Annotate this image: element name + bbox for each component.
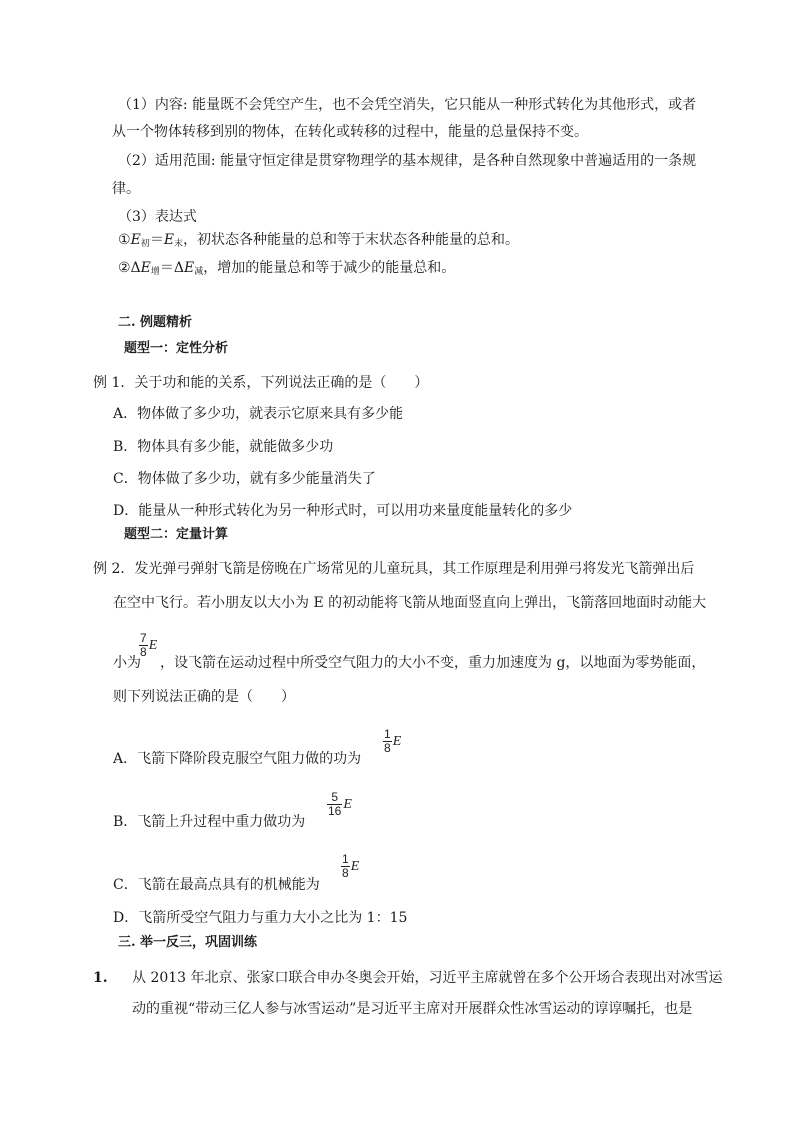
fraction-variable: E bbox=[148, 637, 158, 653]
formula-1-sub2: 末 bbox=[174, 239, 184, 249]
p3-title: （3）表达式 bbox=[118, 209, 197, 225]
formula-2-rest: ，增加的能量总和等于减少的能量总和。 bbox=[203, 260, 456, 276]
ex2-option-d: D．飞箭所受空气阻力与重力大小之比为 1：15 bbox=[113, 910, 408, 926]
fraction-variable: E bbox=[350, 858, 360, 874]
ex2-option-b: B．飞箭上升过程中重力做功为 bbox=[113, 814, 306, 830]
fraction-denominator: 8 bbox=[384, 741, 391, 755]
fraction-variable: E bbox=[343, 796, 352, 812]
ex1-option-a: A．物体做了多少功，就表示它原来具有多少能 bbox=[113, 406, 404, 422]
formula-2-eq: ＝Δ bbox=[159, 260, 185, 276]
fraction-option-a bbox=[383, 728, 401, 755]
p1-line2: 从一个物体转移到别的物体，在转化或转移的过程中，能量的总量保持不变。 bbox=[112, 124, 588, 140]
ex2-line2: 在空中飞行。若小朋友以大小为 E 的初动能将飞箭从地面竖直向上弹出，飞箭落回地面时动能大 bbox=[113, 595, 707, 611]
fraction-numerator: 5 bbox=[331, 790, 339, 804]
formula-2-sub2: 减 bbox=[194, 267, 204, 277]
formula-2-e2: E bbox=[184, 260, 195, 276]
ex2-line4: 则下列说法正确的是（ ） bbox=[113, 689, 295, 705]
fraction-denominator: 16 bbox=[328, 804, 342, 818]
fraction-numerator: 7 bbox=[140, 631, 147, 645]
q1-number: 1. bbox=[93, 970, 108, 986]
formula-1-e1: E bbox=[130, 232, 141, 248]
formula-1-sub1: 初 bbox=[140, 239, 150, 249]
fraction-option-c bbox=[341, 853, 359, 880]
formula-2-sub1: 增 bbox=[150, 267, 160, 277]
ex2-option-a: A．飞箭下降阶段克服空气阻力做的功为 bbox=[113, 751, 362, 767]
ex1-stem: 例 1．关于功和能的关系，下列说法正确的是（ ） bbox=[93, 375, 429, 391]
fraction-option-b bbox=[327, 791, 352, 818]
section3-title: 三. 举一反三，巩固训练 bbox=[118, 935, 258, 950]
fraction-denominator: 8 bbox=[140, 645, 147, 659]
p1-line1: （1）内容: 能量既不会凭空产生，也不会凭空消失，它只能从一种形式转化为其他形式，或者 bbox=[118, 97, 697, 113]
fraction-numerator: 1 bbox=[384, 727, 391, 741]
type1-heading: 题型一：定性分析 bbox=[124, 341, 229, 356]
formula-1-e2: E bbox=[163, 232, 175, 248]
p2-line1: （2）适用范围: 能量守恒定律是贯穿物理学的基本规律，是各种自然现象中普遍适用的一条规 bbox=[118, 153, 697, 169]
formula-1-eq: ＝ bbox=[149, 232, 164, 248]
ex2-option-c: C．飞箭在最高点具有的机械能为 bbox=[113, 877, 320, 893]
fraction-variable: E bbox=[392, 733, 402, 749]
ex1-option-d: D．能量从一种形式转化为另一种形式时，可以用功来量度能量转化的多少 bbox=[113, 503, 573, 519]
formula-1-rest: ，初状态各种能量的总和等于末状态各种能量的总和。 bbox=[183, 232, 520, 248]
ex2-line3-post: ，设飞箭在运动过程中所受空气阻力的大小不变，重力加速度为 g，以地面为零势能面， bbox=[160, 655, 706, 671]
fraction-denominator: 8 bbox=[342, 866, 349, 880]
fraction-seven-eighths-e bbox=[139, 632, 157, 659]
formula-2-e1: E bbox=[140, 260, 151, 276]
ex1-option-c: C．物体做了多少功，就有多少能量消失了 bbox=[113, 471, 376, 487]
q1-line1: 从 2013 年北京、张家口联合申办冬奥会开始，习近平主席就曾在多个公开场合表现出对冰雪运 bbox=[132, 970, 723, 986]
section2-title: 二. 例题精析 bbox=[118, 315, 193, 330]
ex2-line1: 例 2．发光弹弓弹射飞箭是傍晚在广场常见的儿童玩具，其工作原理是利用弹弓将发光飞箭弹出后 bbox=[93, 561, 695, 577]
formula-1-mark: ① bbox=[118, 232, 131, 248]
q1-line2: 动的重视“带动三亿人参与冰雪运动”是习近平主席对开展群众性冰雪运动的谆谆嘱托，也是 bbox=[132, 1001, 693, 1017]
ex2-line3-pre: 小为 bbox=[113, 655, 141, 671]
type2-heading: 题型二：定量计算 bbox=[124, 527, 229, 542]
formula-1 bbox=[118, 231, 519, 249]
fraction-numerator: 1 bbox=[342, 852, 349, 866]
formula-2 bbox=[118, 259, 455, 277]
formula-2-mark: ②Δ bbox=[118, 260, 141, 276]
ex1-option-b: B．物体具有多少能，就能做多少功 bbox=[113, 439, 334, 455]
p2-line2: 律。 bbox=[112, 181, 140, 197]
